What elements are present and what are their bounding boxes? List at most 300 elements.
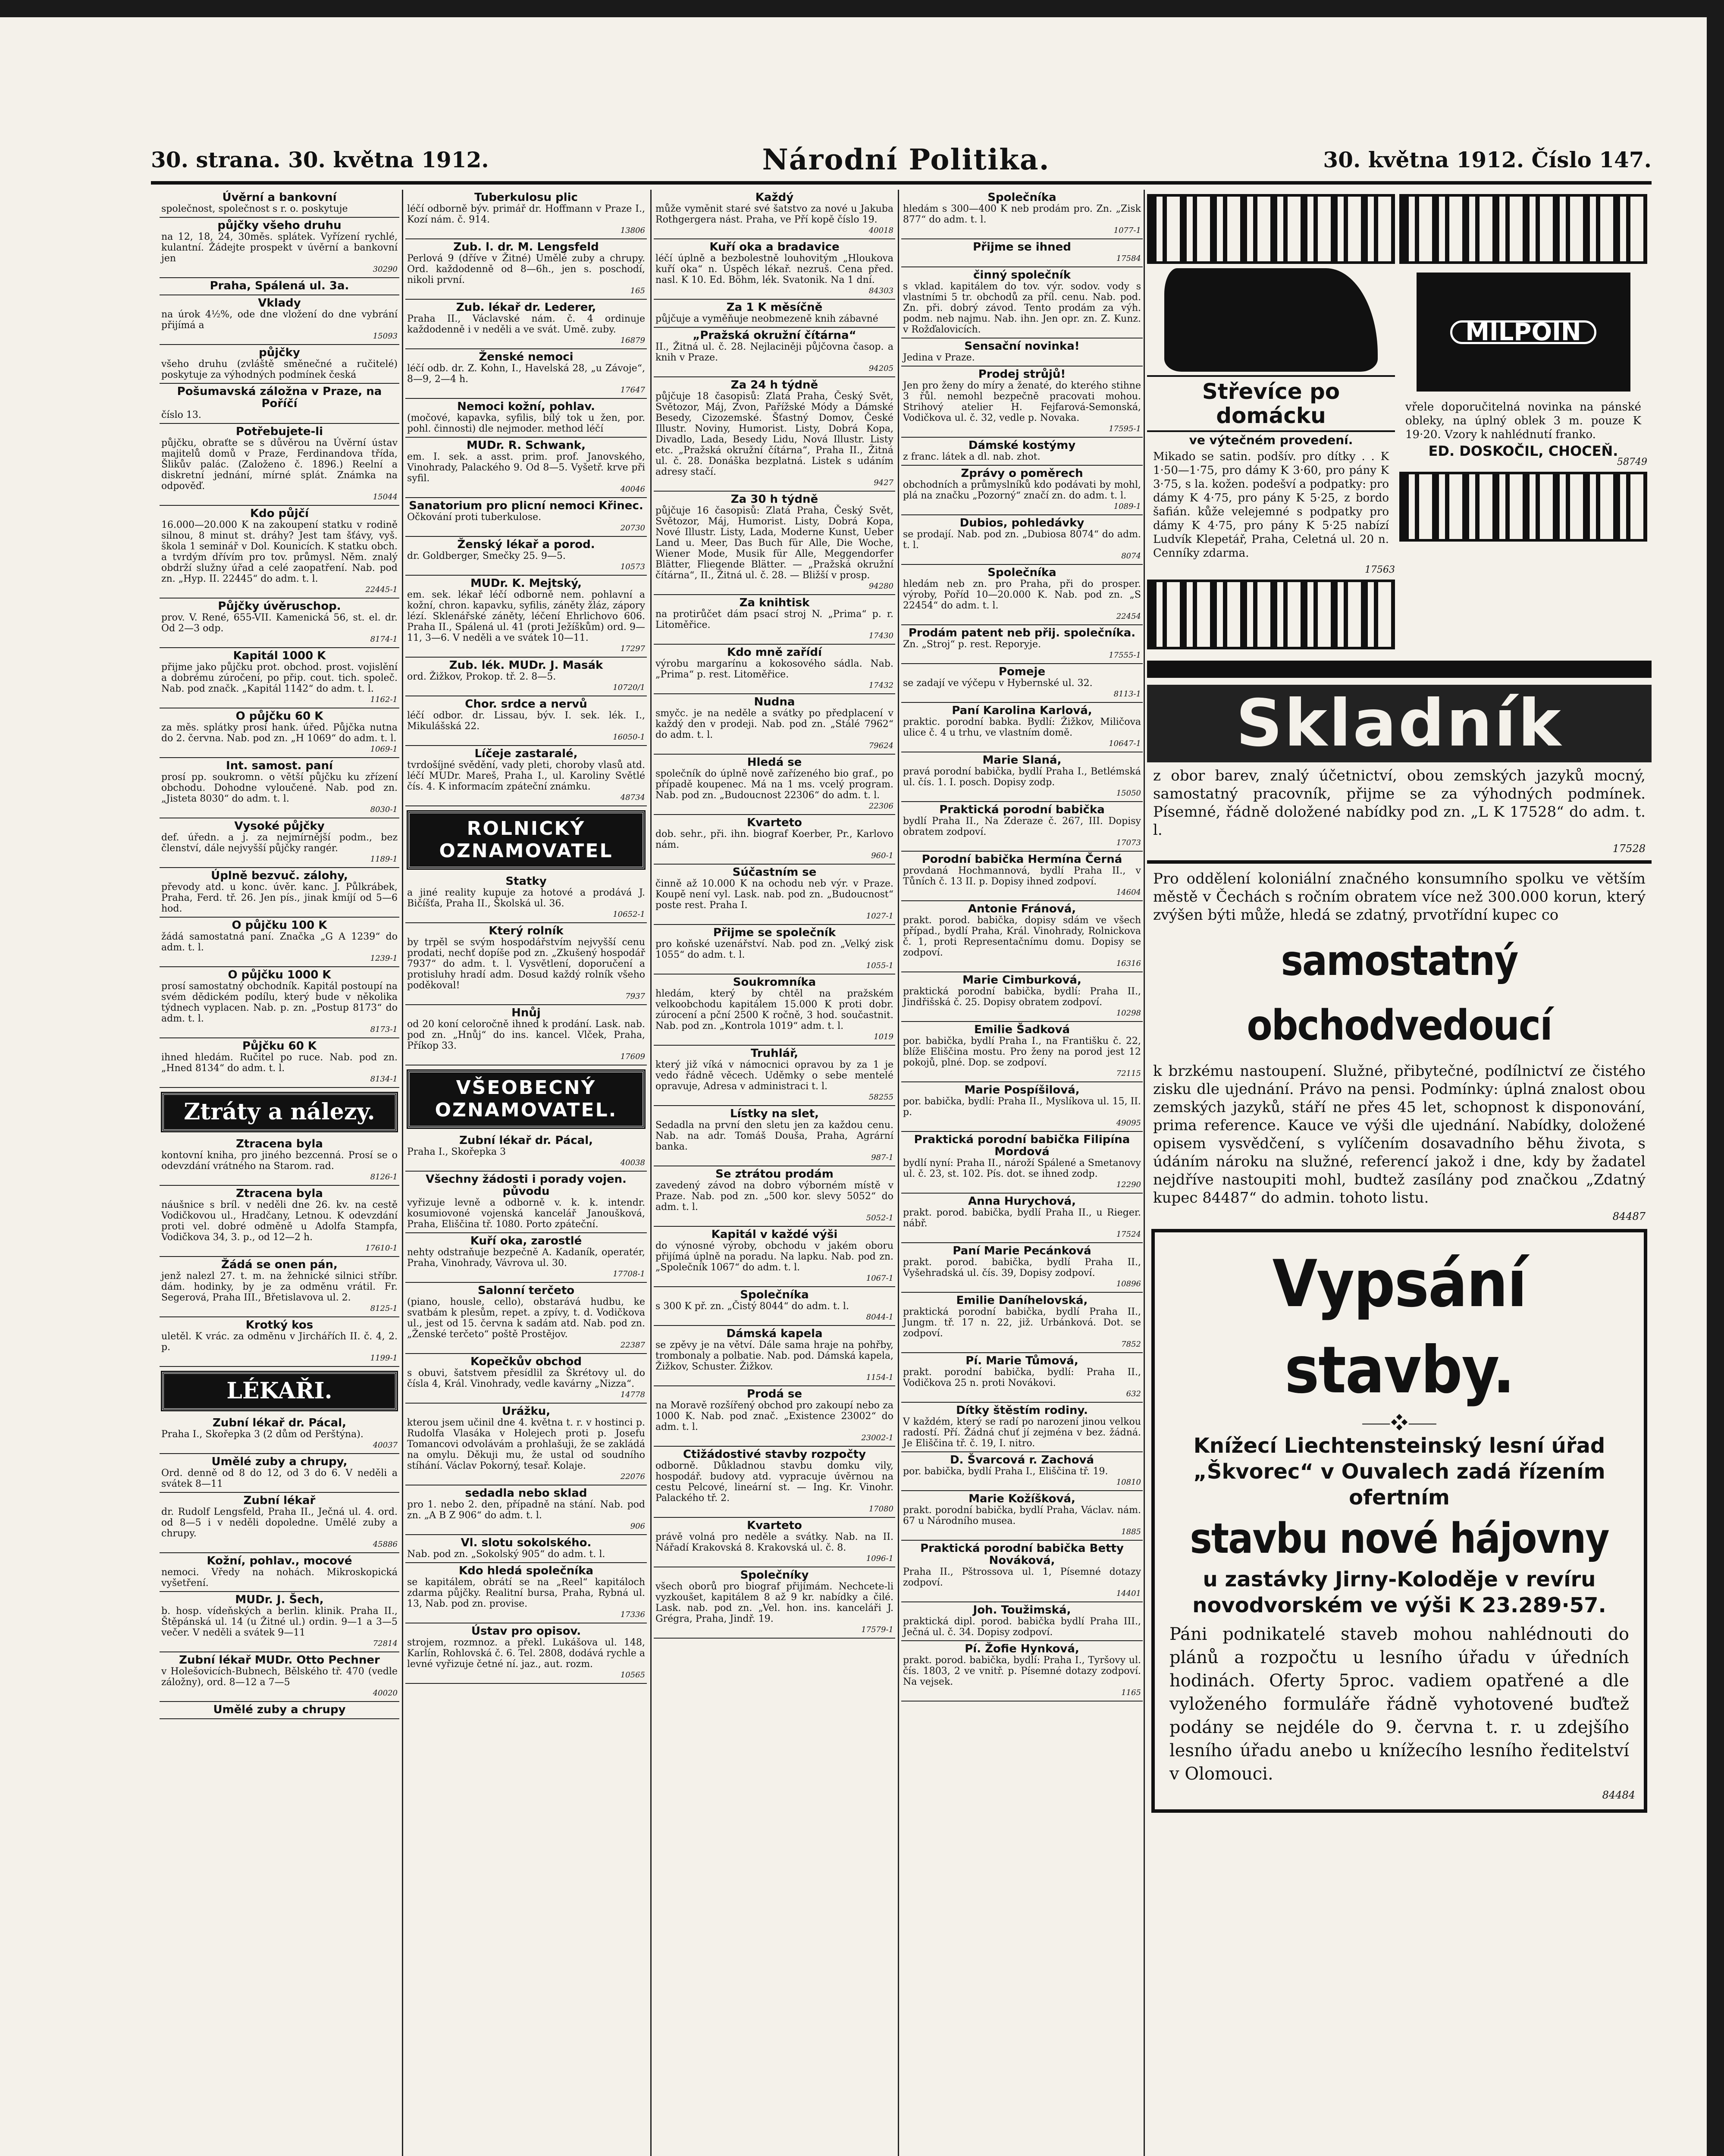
classified-ad <box>160 190 399 218</box>
ad-number: 12290 <box>1116 1180 1141 1189</box>
ad-body: Praha I., Skořepka 3 (2 dům od Perštýna). <box>161 1429 364 1440</box>
ad-body: dob. sehr., při. ihn. biograf Koerber, Pr., Karlovo nám. <box>655 829 893 850</box>
ad-headline: Přijme se ihned <box>973 241 1071 254</box>
ad-body: nemoci. Vředy na nohách. Mikroskopická vyšetření. <box>161 1567 398 1589</box>
obchod-intro: Pro oddělení koloniální značného konsumního spolku ve větším městě v Čechách s ročním obratem více než 300.000 korun, který zvýšen býti může, hledá se zdatný, prvotřídní kupec co <box>1153 870 1646 924</box>
classified-ad <box>901 1243 1143 1293</box>
ad-number: 17432 <box>868 681 893 690</box>
classified-ad <box>160 1493 399 1553</box>
ad-number: 22454 <box>1116 612 1141 621</box>
ad-body: se zadají ve výčepu v Hybernské ul. 32. <box>903 678 1093 689</box>
classified-ad <box>654 328 895 377</box>
ad-headline: O půjčku 100 K <box>232 919 327 932</box>
ad-number: 30290 <box>373 265 398 274</box>
ad-number: 17609 <box>620 1052 645 1061</box>
ad-headline: Společníka <box>987 191 1056 204</box>
ad-number: 17555-1 <box>1109 651 1141 660</box>
ad-headline: Každý <box>755 191 794 204</box>
classified-ad <box>160 384 399 424</box>
ad-body: V každém, který se radí po narození jinou velkou radostí. Pří. Žádná chuť jí zejména v bez. žádná. Je Eliščina tř. č. 19, I. nitro. <box>903 1416 1141 1449</box>
ad-body: prakt. porod. babička, dopisy sdám ve všech případ., bydlí Praha, Král. Vinohrady, Rolnickova č. 1, proti Representačnímu domu. Dopisy se zodpoví. <box>903 915 1141 958</box>
ad-number: 17080 <box>868 1504 893 1514</box>
scan-edge-right <box>1707 0 1724 2156</box>
ad-body: praktická porodní babička, bydlí Praha II., Jungm. tř. 17 n. 22, již. Urbánková. Dot. se zodpoví. <box>903 1307 1141 1339</box>
ad-body: může vyměnit staré své šatstvo za nové u Jakuba Rothgergera nást. Praha, ve Pří kopě číslo 19. <box>655 204 893 225</box>
ad-number: 1189-1 <box>370 855 398 864</box>
ad-body: odborně. Důkladnou stavbu domku vily, hospodář. budovy atd. vypracuje úvěrnou na cestu Pelcové, lineární st. — Ing. Kr. Vinohr. Palackého tř. 2. <box>655 1460 893 1504</box>
ad-body: smyčc. je na neděle a svátky po předplacení v každý den v prodeji. Nab. pod zn. „Stálé 7962“ do adm. t. l. <box>655 708 893 740</box>
ad-number: 14401 <box>1116 1589 1141 1598</box>
ad-number: 40037 <box>373 1441 398 1450</box>
classified-ad <box>405 746 647 806</box>
milpoin-label: MILPOIN <box>1450 320 1596 344</box>
column-divider <box>402 190 403 2156</box>
ad-headline: Ženské nemoci <box>479 351 574 364</box>
classified-ad <box>405 1233 647 1283</box>
ad-body: Očkování proti tuberkulose. <box>407 512 542 523</box>
classified-ad <box>405 1623 647 1684</box>
ad-body: léčí odb. dr. Z. Kohn, I., Havelská 28, „u Závoje“, 8—9, 2—4 h. <box>407 363 645 385</box>
ad-body: tvrdošíjné svědění, vady pleti, choroby vlasů atd. léčí MUDr. Mareš, Praha I., ul. Karoliny Světlé čís. 4. K informacím zpáteční známku. <box>407 760 645 792</box>
ad-body: na protirůčet dám psací stroj N. „Prima“ p. r. Litoměřice. <box>655 609 893 630</box>
ad-body: by trpěl se svým hospodářstvím nejvyšší cenu prodati, nechť dopíše pod zn. „Zkušený hospodář 7937“ do adm. t. l. Vysvětlení, doporučení a protisluhy hradí adm. Dosud každý rolník všeho poděkoval! <box>407 937 645 991</box>
ad-body: léčí úplně a bezbolestně louhovitým „Hloukova kuří oka“ n. Úspěch lékař. nezruš. Cena před. nasl. K 10. Ed. Böhm, lék. Svatonik. Na 1 dní. <box>655 253 893 285</box>
ad-body: prosí pp. soukromn. o větší půjčku ku zřízení obchodu. Dohodne vyloučené. Nab. pod zn. „Jisteta 8030“ do adm. t. l. <box>161 772 398 804</box>
ad-headline: Praktická porodní babička <box>939 803 1105 816</box>
classified-ad <box>654 1518 895 1567</box>
classified-ad <box>405 537 647 576</box>
obchod-number: 84487 <box>1612 1210 1646 1222</box>
ad-headline: Se ztrátou prodám <box>715 1168 834 1181</box>
ad-number: 17524 <box>1116 1230 1141 1239</box>
ad-headline: Zub. lékař dr. Lederer, <box>456 301 596 314</box>
ad-headline: Hledá se <box>747 756 802 769</box>
ad-number: 22076 <box>620 1472 645 1481</box>
ad-body: ihned hledám. Ručitel po ruce. Nab. pod zn. „Hned 8134“ do adm. t. l. <box>161 1052 398 1074</box>
classified-ad <box>654 492 895 595</box>
ad-headline: Který rolník <box>489 924 564 937</box>
ad-body: Praha II., Pštrossova ul. 1, Písemné dotazy zodpoví. <box>903 1567 1141 1588</box>
ad-number: 94205 <box>868 364 893 373</box>
classified-ad <box>901 367 1143 438</box>
column-5-display-ads <box>1147 190 1652 2156</box>
ad-headline: Sanatorium pro plicní nemoci Křinec. <box>409 499 643 512</box>
ad-headline: Společníka <box>987 566 1056 579</box>
classified-ad <box>405 696 647 746</box>
classified-ad <box>160 967 399 1038</box>
ad-number: 22306 <box>868 802 893 811</box>
ad-body: b. hosp. vídeňských a berlin. klinik. Praha II., Štěpánská ul. 14 (u Žitné ul.) ordin. 9—1 a 3—5 večer. V neděli a svátek 9—11 <box>161 1606 398 1638</box>
classified-ad <box>405 1535 647 1563</box>
ad-headline: Kuří oka a bradavice <box>709 241 840 254</box>
ad-number: 40018 <box>868 226 893 235</box>
obchod-title: samostatný obchodvedoucí <box>1247 937 1552 1050</box>
ad-body: praktic. porodní babka. Bydlí: Žižkov, Miličova ulice č. 4 u trhu, ve vlastním domě. <box>903 717 1141 738</box>
classified-ad <box>654 1227 895 1287</box>
classified-ad <box>405 1404 647 1485</box>
classified-ad <box>405 190 647 239</box>
ad-body: Ord. denně od 8 do 12, od 3 do 6. V neděli a svátek 8—11 <box>161 1468 398 1489</box>
ad-body: Zn. „Stroj“ p. rest. Reporyje. <box>903 639 1041 650</box>
ad-number: 1154-1 <box>866 1373 893 1382</box>
classified-ad <box>405 1283 647 1354</box>
ad-headline: Hnůj <box>511 1006 541 1019</box>
decorative-divider: ⸺❖⸺ <box>1361 1413 1437 1433</box>
classified-ad <box>405 239 647 300</box>
ad-body: jenž nalezl 27. t. m. na žehnické silnici stříbr. dám. hodinky, by je za odměnu vrátil. Fr. Segerová, Praha III., Břetislavova ul. 2. <box>161 1271 398 1303</box>
classified-ad <box>901 1022 1143 1082</box>
ad-body: na Moravě rozšířený obchod pro zakoupí nebo za 1000 K. Nab. pod znač. „Existence 23002“ do adm. t. l. <box>655 1400 893 1432</box>
milpoin-firm: ED. DOSKOČIL, CHOCEŇ. <box>1428 443 1618 459</box>
ad-headline: Pošumavská záložna v Praze, na Poříčí <box>177 385 382 410</box>
classified-ad <box>405 874 647 923</box>
ad-body: prakt. porod. babička, bydlí Praha II., u Rieger. nábř. <box>903 1207 1141 1229</box>
ad-headline: Za 1 K měsíčně <box>726 301 823 314</box>
ad-number: 22445-1 <box>365 585 398 594</box>
ad-body: bydlí nyní: Praha II., nároží Spálené a Smetanovy ul. č. 23, st. 102. Pís. dot. se ihned zodp. <box>903 1158 1141 1179</box>
ad-number: 48734 <box>620 793 645 802</box>
ad-headline: „Pražská okružní čítárna“ <box>693 329 856 342</box>
ad-body: v Holešovicích-Bubnech, Bělského tř. 470 (vedle záložny), ord. 8—12 a 7—5 <box>161 1666 398 1688</box>
ad-body: se zpěvy je na větví. Dále sama hraje na pohřby, trombonaly a polbatie. Nab. pod. Dámská kapela, Žižkov, Schuster. Žižkov. <box>655 1340 893 1372</box>
ad-body: Nab. pod zn. „Sokolský 905“ do adm. t. l. <box>407 1549 605 1560</box>
classified-ad <box>654 815 895 865</box>
ad-headline: Potřebujete-li <box>235 425 323 438</box>
ad-body: společnost, společnost s r. o. poskytuje <box>161 204 348 214</box>
ad-number: 17595-1 <box>1109 424 1141 433</box>
classified-ad <box>654 1046 895 1106</box>
ad-headline: Zubní lékař dr. Pácal, <box>212 1416 346 1429</box>
ad-headline: Pí. Žofie Hynková, <box>965 1642 1079 1655</box>
ad-number: 8030-1 <box>370 805 398 814</box>
ad-body: půjčuje 16 časopisů: Zlatá Praha, Český Svět, Světozor, Máj, Humorist. Listy, Dobrá Kopa, Nové Illustr. Listy, Lada, Moderne Kunst, Ueber Land u. Meer, Das Buch für Alle, Die Woche, Wiener Mode, Musik für Alle, Meggendorfer Blätter, Fliegende Blätter. — „Pražská okružní čítárna“, II., Žitná ul. č. 28. — Bližší v prosp. <box>655 505 893 581</box>
classified-ad <box>654 1386 895 1447</box>
ad-headline: Nemoci kožní, pohlav. <box>457 400 595 413</box>
ad-body: por. babička, bydlí Praha I., Eliščina tř. 19. <box>903 1466 1108 1477</box>
ad-headline: Dámská kapela <box>726 1327 823 1340</box>
ad-headline: Joh. Toužimská, <box>973 1604 1071 1617</box>
ad-headline: Za knihtisk <box>739 596 810 609</box>
ad-headline: Ztracena byla <box>236 1138 323 1150</box>
ad-headline: Zub. l. dr. M. Lengsfeld <box>453 241 599 254</box>
classified-ad <box>160 278 399 295</box>
ad-headline: Umělé zuby a chrupy <box>213 1703 346 1716</box>
classified-ad <box>160 918 399 967</box>
ad-body: em. I. sek. a asst. prim. prof. Janovského, Vinohrady, Palackého 9. Od 8—5. Vyšetř. krve při syfil. <box>407 451 645 484</box>
ad-number: 17297 <box>620 644 645 653</box>
classified-ad <box>405 349 647 399</box>
ad-body: prakt. porodní babička, bydlí: Praha II., Vodičkova 25 n. proti Novákovi. <box>903 1367 1141 1388</box>
classified-ad <box>654 925 895 975</box>
ad-body: půjčuje a vyměňuje neobmezeně knih zábavné <box>655 313 878 324</box>
ad-body: praktická dipl. porod. babička bydlí Praha III., Ječná ul. č. 34. Dopisy zodpoví. <box>903 1616 1141 1638</box>
ad-headline: Nudna <box>754 696 795 708</box>
ad-headline: Kožní, pohlav., mocové <box>207 1554 352 1567</box>
ad-headline: Marie Slaná, <box>982 754 1062 767</box>
classified-ad <box>654 865 895 925</box>
ad-number: 8044-1 <box>866 1313 893 1322</box>
classified-ad <box>160 295 399 345</box>
classified-ad <box>160 1415 399 1454</box>
classified-ad <box>654 1567 895 1639</box>
ad-body: půjčuje 18 časopisů: Zlatá Praha, Český Svět, Světozor, Máj, Zvon, Pařížské Módy a Dámské Besedy, Cizozemské. Šťastný Domov, České Illustr. Noviny, Humorist. Listy, Dobrá Kopa, Divadlo, Lada, Besedy Lidu, Nová Illustr. Listy etc. „Pražská okružní čítárna“, Praha II., Žitná ul. č. 28. Donáška bezplatná. Listek s udáním adresy stačí. <box>655 391 893 477</box>
ad-body: uletěl. K vrác. za odměnu v Jirchářích II. č. 4, 2. p. <box>161 1331 398 1353</box>
ad-headline: O půjčku 60 K <box>235 710 323 723</box>
ad-headline: Půjčku 60 K <box>242 1040 317 1053</box>
classified-ad <box>901 1452 1143 1491</box>
classified-ad <box>654 755 895 815</box>
ad-body: převody atd. u konc. úvěr. kanc. J. Půlkrábek, Praha, Ferd. tř. 26. Jen pís., jinak kmíjí od 5—6 hod. <box>161 882 398 914</box>
ad-body: zavedený závod na dobro výborném místě v Praze. Nab. pod zn. „500 kor. slevy 5052“ do adm. t. l. <box>655 1180 893 1213</box>
vypsani-location: u zastávky Jirny-Koloděje v revíru novodvorském ve výši K 23.289·57. <box>1192 1567 1606 1617</box>
classified-ad <box>901 1641 1143 1702</box>
ad-headline: Emilie Šadková <box>974 1023 1070 1036</box>
ad-body: II., Žitná ul. č. 28. Nejlaciněji půjčovna časop. a knih v Praze. <box>655 342 893 363</box>
ad-body: 16.000—20.000 K na zakoupení statku v rodině silnou, 8 minut st. dráhy? Jest tam šťávy, vyš. škola 1 seminář v Dol. Kounicích. K statku obch. a tvrdým dřívím pro tov. průmysl. Něm. znalý obdrží služny úřad a celé zaopatření. Nab. pod zn. „Hyp. II. 22445“ do adm. t. l. <box>161 520 398 584</box>
ad-headline: MUDr. R. Schwank, <box>467 439 586 452</box>
ad-body: hledám neb zn. pro Praha, při do prosper. výroby, Poříd 10—20.000 K. Nab. pod zn. „S 22454“ do adm. t. l. <box>903 579 1141 611</box>
ad-body: žádá samostatná paní. Značka „G A 1239“ do adm. t. l. <box>161 931 398 953</box>
ornament-border <box>1399 472 1647 542</box>
ad-number: 16316 <box>1116 959 1141 968</box>
ad-body: činně až 10.000 K na ochodu neb výr. v Praze. Koupě není vyl. Lask. nab. pod zn. „Budoucnost“ poste rest. Praha I. <box>655 878 893 911</box>
classified-ad <box>901 190 1143 239</box>
ad-headline: Urážku, <box>502 1405 551 1418</box>
milpoin-text: vřele doporučitelná novinka na pánské obleky, na úplný oblek 3 m. pouze K 19·20. Vzory k nahlédnutí franko. <box>1405 401 1641 441</box>
ad-headline: Salonní terčeto <box>477 1284 575 1297</box>
classified-ad <box>160 1553 399 1592</box>
ad-headline: Anna Hurychová, <box>968 1195 1076 1208</box>
column-4-classifieds <box>901 190 1143 2156</box>
ad-body: pro 1. nebo 2. den, případně na stání. Nab. pod zn. „A B Z 906“ do adm. t. l. <box>407 1499 645 1521</box>
ad-number: 17073 <box>1116 838 1141 847</box>
ad-headline: Kvarteto <box>747 816 802 829</box>
classified-ad <box>654 645 895 694</box>
ad-number: 8173-1 <box>370 1025 398 1034</box>
ad-body: dr. Goldberger, Smečky 25. 9—5. <box>407 551 566 561</box>
ad-headline: Zprávy o poměrech <box>961 467 1083 480</box>
ad-number: 14604 <box>1116 888 1141 897</box>
masthead-title: Národní Politika. <box>762 143 1050 176</box>
ad-headline: Společníky <box>740 1569 809 1582</box>
ad-headline: MUDr. J. Šech, <box>235 1593 324 1606</box>
ad-number: 10720/1 <box>613 683 645 692</box>
ad-headline: Porodní babička Hermína Černá <box>922 853 1122 866</box>
column-divider <box>1144 190 1145 2156</box>
ad-number: 1885 <box>1121 1527 1141 1536</box>
ad-number: 5052-1 <box>866 1213 893 1222</box>
ad-number: 15093 <box>373 332 398 341</box>
classified-ad <box>405 1133 647 1172</box>
classified-ad <box>901 802 1143 852</box>
ad-body: léčí odbor. dr. Lissau, býv. I. sek. lék. I., Mikulášská 22. <box>407 710 645 732</box>
ad-headline: Chor. srdce a nervů <box>465 698 587 711</box>
vypsani-issuer: Knížecí Liechtensteinský lesní úřad „Škvorec“ v Ouvalech zadá řízením ofertním <box>1193 1434 1605 1510</box>
classified-ad <box>160 506 399 599</box>
vypsani-text: Páni podnikatelé staveb mohou nahlédnouti do plánů a rozpočtu u lesního úřadu v úředních hodinách. Oferty 5proc. vadiem opatřené a dle vyloženého formuláře řádně vyhotovené buďtež podány se nejdéle do 9. června t. r. u zdejšího lesního úřadu anebo u knížecího lesního ředitelství v Olomouci. <box>1169 1624 1629 1784</box>
ad-body: na 12, 18, 24, 30měs. splátek. Vyřízení rychlé, kulantní. Žádejte prospekt v úvěrní a bankovní jen <box>161 232 398 264</box>
ad-number: 10573 <box>620 562 645 571</box>
ad-number: 9427 <box>874 478 893 487</box>
shoe-ad-text: Mikado se satin. podšív. pro dítky . . K 1·50—1·75, pro dámy K 3·60, pro pány K 3·75, s la. kožen. podešví a podpatky: pro dámy K 4·75, pro pány K 5·25, z bordo šafián. kůže velejemné s podpatky pro dámy K 4·75, pro pány K 5·25 nabízí Ludvík Klepetář, Praha, Celetná ul. 20 n. Cenníky zdarma. <box>1153 450 1389 560</box>
ad-number: 17579-1 <box>861 1625 893 1634</box>
ad-body: Perlová 9 (dříve v Žitné) Umělé zuby a chrupy. Ord. každodenně od 8—6h., jen s. poschodí, nikoli první. <box>407 253 645 285</box>
ad-body: a jiné reality kupuje za hotové a prodává J. Bičíšťa, Praha II., Školská ul. 36. <box>407 887 645 909</box>
ad-number: 84303 <box>868 286 893 295</box>
ad-body: právě volná pro neděle a svátky. Nab. na II. Nářadí Krakovská 8. Krakovská ul. č. 8. <box>655 1532 893 1553</box>
ad-headline: Kdo půjčí <box>250 507 309 520</box>
ad-headline: MUDr. K. Mejtský, <box>470 577 582 590</box>
classified-ad <box>901 239 1143 267</box>
ad-number: 987-1 <box>871 1153 893 1162</box>
ad-number: 1069-1 <box>370 745 398 754</box>
ad-headline: Prodej strůjů! <box>978 368 1066 381</box>
classified-ad <box>405 1563 647 1623</box>
ad-body: Praha II., Václavské nám. č. 4 ordinuje každodenně i v neděli a ve svát. Umě. zuby. <box>407 313 645 335</box>
ad-body: náušnice s bríl. v neděli dne 26. kv. na cestě Vodičkovou ul., Hradčany, Letnou. K odevzdání proti vel. dobré odměně u Adolfa Stampfa, Vodičkova 34, 3. p., od 12—2 h. <box>161 1200 398 1243</box>
ad-number: 58255 <box>868 1093 893 1102</box>
classified-ad <box>654 377 895 492</box>
ad-body: obchodních a průmyslníků kdo podávati by mohl, plá na značku „Pozorný“ značí zn. do adm. t. l. <box>903 479 1141 501</box>
divider <box>1147 860 1652 864</box>
classified-ad <box>901 466 1143 515</box>
ad-headline: Prodám patent neb přij. společníka. <box>908 627 1136 639</box>
ad-body: do výnosné výroby, obchodu v jakém oboru přijímá úplně na poradu. Na lapku. Nab. pod zn. „Společník 1067“ do adm. t. l. <box>655 1241 893 1273</box>
obchod-text: k brzkému nastoupení. Služné, přibytečné, podílnictví ze čistého zisku dle ujednání. Právo na pensi. Podmínky: úplná znalost obou zemských jazyků, stáří ne přes 45 let, schopnost k disponování, prima reference. Kauce ve výši dle ujednání. Nabídky, doložené opisem vysvědčení, s vylíčením dosavadního běhu života, s údáním nároku na služné, referencí jakož i dne, kdy by žadatel nejdříve nastoupiti mohl, budtež zasílány pod značkou „Zdatný kupec 84487“ do admin. tohoto listu. <box>1153 1062 1646 1206</box>
classified-ad <box>901 972 1143 1022</box>
classified-ad <box>901 267 1143 338</box>
ad-number: 15044 <box>373 492 398 501</box>
ad-headline: Lístky na slet, <box>730 1107 819 1120</box>
ad-number: 20730 <box>620 523 645 533</box>
section-banner: Ztráty a nálezy. <box>162 1093 397 1131</box>
ad-body: od 20 koní celoročně ihned k prodání. Lask. nab. pod zn. „Hnůj“ do ins. kancel. Vlček, Praha, Příkop 33. <box>407 1019 645 1051</box>
classified-ad <box>160 1038 399 1088</box>
vypsani-number: 84484 <box>1602 1789 1635 1801</box>
classified-ad <box>160 218 399 278</box>
column-2-classifieds <box>405 190 647 2156</box>
classified-ad <box>654 1287 895 1326</box>
ad-number: 14778 <box>620 1390 645 1399</box>
ad-body: dr. Rudolf Lengsfeld, Praha II., Ječná ul. 4. ord. od 8—5 i v neděli dopoledne. Umělé zuby a chrupy. <box>161 1507 398 1539</box>
ad-number: 1019 <box>874 1032 893 1041</box>
skladnik-text: z obor barev, znalý účetnictví, obou zemských jazyků mocný, samostatný pracovník, přijme se za výhodných podmínek. Písemné, řádně doložené nabídky pod zn. „L K 17528“ do adm. t. l. <box>1153 767 1646 839</box>
ad-number: 1199-1 <box>370 1354 398 1363</box>
ad-body: na úrok 4½%, ode dne vložení do dne vybrání přijímá a <box>161 309 398 331</box>
ad-body: (piano, housle, cello), obstarává hudbu, ke svatbám k plesům, repet. a zpívy, t. d. Vodičkova ul., jest od 15. června k sadám atd. Nab. pod zn. „Ženské terčeto“ poště Prostějov. <box>407 1297 645 1340</box>
ad-headline: Ženský lékař a porod. <box>457 538 595 551</box>
classified-ad <box>901 703 1143 752</box>
ad-headline: Sensační novinka! <box>964 340 1080 353</box>
ad-number: 17584 <box>1116 254 1141 263</box>
classified-ad <box>901 565 1143 625</box>
ad-number: 10298 <box>1116 1009 1141 1018</box>
ad-number: 40046 <box>620 485 645 494</box>
ad-number: 45886 <box>373 1540 398 1549</box>
classified-ad <box>901 1403 1143 1452</box>
ad-body: s vklad. kapitálem do tov. výr. sodov. vody s vlastními 5 tr. obchodů za příl. cenu. Nab. pod. Zn. při. dobrý závod. Tento prodám za výh. podm. neb najmu. Nab. ihn. Jen opr. zn. Z. Kunz. v Rožďalovicích. <box>903 281 1141 335</box>
classified-ad <box>654 190 895 239</box>
vypsani-title: Vypsání stavby. <box>1272 1247 1527 1408</box>
ad-number: 8126-1 <box>370 1172 398 1181</box>
ad-headline: Vysoké půjčky <box>234 820 325 833</box>
classified-ad <box>654 975 895 1046</box>
ad-number: 632 <box>1126 1389 1141 1398</box>
ad-body: vyřizuje levně a odborně v. k. k. intendr. kosumiovoné vojenská kancelář Janoušková, Praha, Eliščina tř. 1080. Porto zpáteční. <box>407 1197 645 1230</box>
ad-number: 17610-1 <box>365 1244 398 1253</box>
ad-number: 40038 <box>620 1158 645 1167</box>
skladnik-title: Skladník <box>1147 685 1652 762</box>
ad-body: s 300 K př. zn. „Čistý 8044“ do adm. t. l. <box>655 1301 849 1312</box>
ad-body: praktická porodní babička, bydlí: Praha II., Jindřišská č. 25. Dopisy obratem zodpoví. <box>903 986 1141 1008</box>
classified-ad <box>160 868 399 918</box>
ad-body: hledám, který by chtěl na pražském velkoobchodu kapitálem 15.000 K proti dobr. zúrocení a pční 2500 K ročně, 3 hod. součastnit. Nab. pod zn. „Kontrola 1019“ adm. t. l. <box>655 988 893 1031</box>
ad-body: společník do úplně nově zařízeného bio graf., po případě koupenec. Má na 1 ms. vcelý program. Nab. pod zn. „Budoucnost 22306“ do adm. t. l. <box>655 768 893 801</box>
header-rule <box>151 181 1652 185</box>
ad-headline: Zub. lék. MUDr. J. Masák <box>449 659 603 672</box>
ad-number: 8113-1 <box>1113 689 1141 699</box>
ad-body: přijme jako půjčku prot. obchod. prost. vojislění a dobrému zúročení, po přip. cout. tich. společ. Nab. pod značk. „Kapitál 1142“ do adm. t. l. <box>161 662 398 694</box>
classified-ad <box>405 1005 647 1065</box>
classified-ad <box>901 438 1143 466</box>
ad-number: 1162-1 <box>370 695 398 704</box>
ad-headline: Statky <box>505 875 547 888</box>
ad-body: provdaná Hochmannová, bydlí Praha II., v Tůních č. 13 II. p. Dopisy ihned zodpoví. <box>903 865 1141 887</box>
ad-headline: Praha, Spálená ul. 3a. <box>210 279 349 292</box>
ad-headline: Dítky štěstím rodiny. <box>956 1404 1088 1417</box>
ad-body: hledám s 300—400 K neb prodám pro. Zn. „Zisk 877“ do adm. t. l. <box>903 204 1141 225</box>
classified-ad <box>654 1166 895 1227</box>
ad-body: prosí samostatný obchodník. Kapitál postoupí na svém dědickém podílu, který bude v několika týdnech vyplacen. Nab. p. zn. „Postup 8173“ do adm. t. l. <box>161 981 398 1024</box>
ad-headline: Truhlář, <box>750 1047 799 1060</box>
shoe-ad-number: 17563 <box>1365 564 1395 575</box>
classified-ad <box>160 1652 399 1702</box>
ad-number: 1027-1 <box>866 912 893 921</box>
ad-number: 1067-1 <box>866 1274 893 1283</box>
ad-headline: Krotký kos <box>245 1319 313 1332</box>
ad-number: 906 <box>630 1522 645 1531</box>
ad-body: pro koňské uzenářství. Nab. pod zn. „Velký zisk 1055“ do adm. t. l. <box>655 939 893 960</box>
header-right: 30. května 1912. Číslo 147. <box>1323 147 1652 172</box>
ad-headline: Žádá se onen pán, <box>221 1258 338 1271</box>
ad-body: kontovní kniha, pro jiného bezcenná. Prosí se o odevzdání vrátného na Starom. rad. <box>161 1150 398 1172</box>
classified-ad <box>901 664 1143 703</box>
classified-ad <box>160 1186 399 1257</box>
ad-headline: Společníka <box>740 1288 809 1301</box>
ad-headline: Praktická porodní babička Betty Nováková, <box>920 1542 1124 1567</box>
classified-ad <box>160 1454 399 1493</box>
classified-ad <box>405 498 647 537</box>
shoe-ad-title: Střevíce po domácku <box>1147 375 1395 432</box>
classified-ad <box>901 338 1143 367</box>
ad-number: 10647-1 <box>1109 739 1141 748</box>
ornament-border <box>1147 580 1395 649</box>
ad-headline: Zubní lékař MUDr. Otto Pechner <box>179 1654 380 1667</box>
classified-ad <box>405 658 647 696</box>
ad-headline: Kapitál 1000 K <box>233 649 326 662</box>
ad-headline: Úplně bezvuč. zálohy, <box>211 869 348 882</box>
ad-headline: Súčastním se <box>732 866 817 879</box>
ornament-border <box>1399 194 1647 264</box>
ad-body: ord. Žižkov, Prokop. tř. 2. 8—5. <box>407 671 556 682</box>
classified-ad <box>405 438 647 498</box>
classified-ad <box>160 1257 399 1317</box>
classified-ad <box>654 595 895 645</box>
ad-number: 7937 <box>625 992 645 1001</box>
classified-ad <box>405 1172 647 1233</box>
ad-number: 17336 <box>620 1610 645 1619</box>
classified-ad <box>654 1326 895 1386</box>
